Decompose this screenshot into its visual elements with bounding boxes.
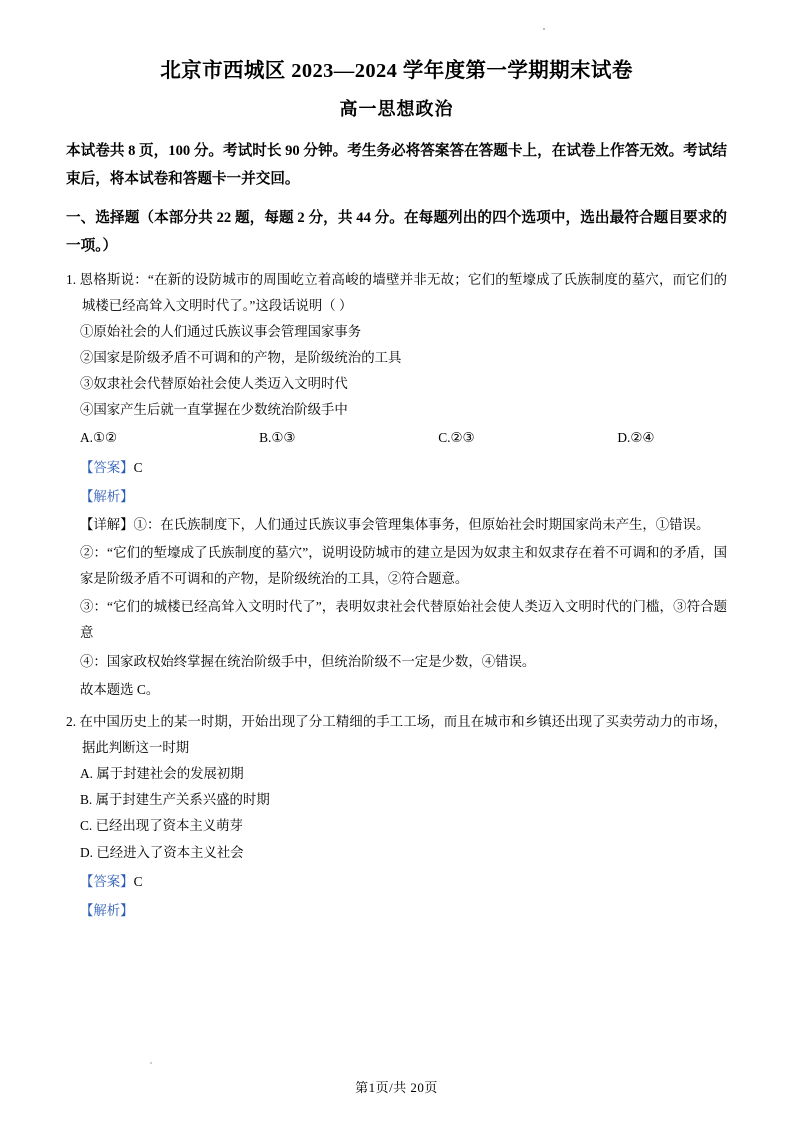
question-2-option-b[interactable]: B. 属于封建生产关系兴盛的时期 xyxy=(80,792,270,808)
question-1-option-a[interactable]: A.①② xyxy=(80,430,118,446)
question-1-statement-2: ②国家是阶级矛盾不可调和的产物，是阶级统治的工具 xyxy=(80,349,402,365)
question-2-option-c[interactable]: C. 已经出现了资本主义萌芽 xyxy=(80,818,243,834)
page-subtitle: 高一思想政治 xyxy=(339,98,454,119)
question-1-statement-4: ④国家产生后就一直掌握在少数统治阶级手中 xyxy=(80,402,348,418)
question-2-option-a[interactable]: A. 属于封建社会的发展初期 xyxy=(80,766,244,782)
section-heading-multiple-choice: 一、选择题（本部分共 22 题，每题 2 分，共 44 分。在每题列出的四个选项中，选出最符合题目要求的一项。） xyxy=(66,209,727,255)
question-1-options xyxy=(66,425,727,451)
question-1-answer-value: C xyxy=(133,459,143,475)
question-1-option-d[interactable]: D.②④ xyxy=(617,430,655,446)
question-2-text: 在中国历史上的某一时期，开始出现了分工精细的手工工场，而且在城市和乡镇还出现了买卖劳动力的市场，据此判断这一时期 xyxy=(79,713,727,755)
question-2-answer-value: C xyxy=(133,873,143,889)
question-1-detail-5: 故本题选 C。 xyxy=(80,681,160,697)
question-1-detail-2: ②：“它们的堑壕成了氏族制度的墓穴”，说明设防城市的建立是因为奴隶主和奴隶存在着不可调和的矛盾，国家是阶级矛盾不可调和的产物，是阶级统治的工具，②符合题意。 xyxy=(80,544,727,587)
question-2-option-d[interactable]: D. 已经进入了资本主义社会 xyxy=(80,844,244,860)
question-1-detail-1: 【详解】①：在氏族制度下，人们通过氏族议事会管理集体事务，但原始社会时期国家尚未产生，①错误。 xyxy=(80,516,710,532)
page-title: 北京市西城区 2023—2024 学年度第一学期期末试卷 xyxy=(160,60,633,82)
question-2-analysis-label xyxy=(66,898,727,924)
question-1-detail-3: ③：“它们的城楼已经高耸入文明时代了”，表明奴隶社会代替原始社会使人类迈入文明时代的门槛，③符合题意 xyxy=(80,599,727,641)
question-block-2 xyxy=(66,709,727,924)
question-1-statement-3: ③奴隶社会代替原始社会使人类迈入文明时代 xyxy=(80,376,348,392)
question-1-stem xyxy=(66,267,727,319)
question-1-option-b[interactable]: B.①③ xyxy=(259,430,296,446)
question-1-number: 1. xyxy=(66,271,77,287)
answer-label: 【答案】 xyxy=(80,873,134,889)
exam-instructions: 本试卷共 8 页，100 分。考试时长 90 分钟。考生务必将答案答在答题卡上，在试卷上作答无效。考试结束后，将本试卷和答题卡一并交回。 xyxy=(66,142,727,188)
page-artifact-dot xyxy=(543,28,545,30)
question-1-detail-4: ④：国家政权始终掌握在统治阶级手中，但统治阶级不一定是少数，④错误。 xyxy=(80,653,536,669)
question-1-answer xyxy=(66,455,727,481)
question-1-option-c[interactable]: C.②③ xyxy=(438,430,475,446)
question-block-1 xyxy=(66,267,727,703)
question-2-number: 2. xyxy=(66,713,77,729)
question-2-answer xyxy=(66,869,727,895)
answer-label: 【答案】 xyxy=(80,459,134,475)
analysis-label: 【解析】 xyxy=(80,902,134,918)
question-1-text: 恩格斯说：“在新的设防城市的周围屹立着高峻的墙壁并非无故；它们的堑壕成了氏族制度的墓穴，而它们的城楼已经高耸入文明时代了。”这段话说明（ ） xyxy=(79,271,727,313)
page-artifact-dot-bottom xyxy=(150,1062,152,1064)
question-1-statement-1: ①原始社会的人们通过氏族议事会管理国家事务 xyxy=(80,323,362,339)
question-1-analysis-label xyxy=(66,484,727,510)
analysis-label: 【解析】 xyxy=(80,488,134,504)
page-footer: 第1页/共 20页 xyxy=(355,1080,438,1095)
question-2-stem xyxy=(66,709,727,761)
